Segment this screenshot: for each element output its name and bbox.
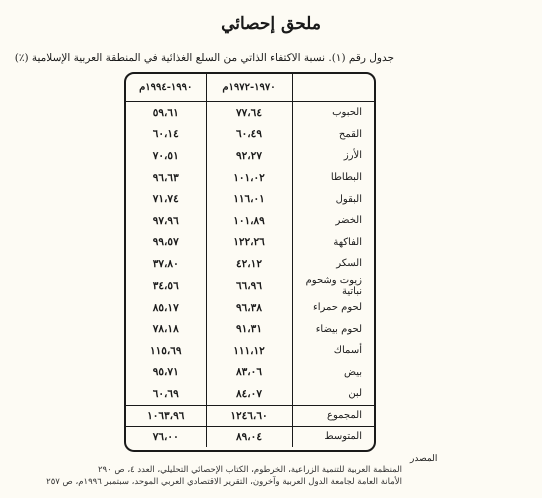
value-period-2: ٩٩،٥٧	[152, 236, 179, 249]
value-period-2: ٧٠،٥١	[152, 149, 179, 162]
row-label: بيض	[343, 366, 362, 378]
average-row	[126, 426, 374, 447]
value-period-1: ٨٩،٠٤	[206, 426, 292, 447]
value-period-1: ٦٠،٤٩	[206, 124, 292, 146]
table-row	[126, 124, 374, 146]
value-period-2: ٩٧،٩٦	[152, 214, 179, 227]
header-cell-item	[292, 74, 374, 102]
page-title: ملحق إحصائي	[221, 14, 321, 34]
header-cell-period-1: ١٩٧٠-١٩٧٢م	[206, 74, 292, 102]
row-label: لحوم حمراء	[313, 302, 362, 314]
value-period-1: ٨٤،٠٧	[206, 383, 292, 405]
self-sufficiency-table	[126, 74, 374, 447]
source-label: المصدر	[410, 454, 438, 464]
table-row	[126, 167, 374, 189]
total-row	[126, 405, 374, 426]
value-period-1: ١١٦،٠١	[206, 188, 292, 210]
table-row	[126, 102, 374, 124]
value-period-2: ١٠٦٣،٩٦	[126, 405, 206, 426]
table-row	[126, 297, 374, 319]
value-period-2: ٣٤،٥٦	[152, 279, 179, 292]
table-row	[126, 383, 374, 405]
source-line-2: الأمانة العامة لجامعة الدول العربية وآخرون، التقرير الاقتصادي العربي الموحد، سبتمبر ١٩٩٦م، ص ٢٥٧	[46, 477, 402, 487]
header-cell-period-2: ١٩٩٠-١٩٩٤م	[126, 74, 206, 102]
value-period-2: ٣٧،٨٠	[152, 257, 179, 270]
value-period-1: ٩٢،٢٧	[206, 145, 292, 167]
row-label: أسماك	[333, 345, 362, 357]
table-header-row	[126, 74, 374, 102]
value-period-2: ٩٥،٧١	[152, 366, 179, 379]
table-row	[126, 362, 374, 384]
table-row	[126, 188, 374, 210]
row-label: المتوسط	[292, 426, 374, 447]
data-table-frame	[124, 72, 376, 452]
value-period-1: ٩١،٣١	[206, 318, 292, 340]
value-period-2: ١١٥،٦٩	[149, 344, 182, 357]
row-label: المجموع	[292, 405, 374, 426]
value-period-1: ١٠١،٨٩	[206, 210, 292, 232]
value-period-2: ٧٦،٠٠	[126, 426, 206, 447]
row-label: لبن	[348, 388, 362, 400]
value-period-1: ٩٦،٣٨	[206, 297, 292, 319]
value-period-2: ٧٨،١٨	[152, 323, 179, 336]
value-period-1: ١١١،١٢	[206, 340, 292, 362]
table-row	[126, 275, 374, 297]
value-period-2: ٩٦،٦٣	[152, 171, 179, 184]
row-label: لحوم بيضاء	[315, 323, 362, 335]
table-row	[126, 318, 374, 340]
value-period-2: ٦٠،١٤	[152, 128, 179, 141]
value-period-1: ١٢٤٦،٦٠	[206, 405, 292, 426]
row-label: زيوت وشحوم نباتية	[305, 274, 362, 297]
row-label: البقول	[335, 193, 362, 205]
row-label: البطاطا	[330, 172, 362, 184]
value-period-2: ٦٠،٦٩	[152, 387, 179, 400]
value-period-1: ٤٢،١٢	[206, 253, 292, 275]
table-body	[126, 102, 374, 447]
table-row	[126, 210, 374, 232]
table-row	[126, 145, 374, 167]
row-label: الأرز	[343, 150, 362, 162]
table-row	[126, 232, 374, 254]
value-period-1: ٧٧،٦٤	[206, 102, 292, 124]
row-label: القمح	[338, 128, 362, 140]
value-period-2: ٧١،٧٤	[152, 193, 179, 206]
value-period-1: ١٠١،٠٢	[206, 167, 292, 189]
value-period-2: ٥٩،٦١	[152, 106, 179, 119]
value-period-1: ٨٣،٠٦	[206, 362, 292, 384]
row-label: الفاكهة	[333, 236, 362, 248]
table-row	[126, 253, 374, 275]
value-period-1: ١٢٢،٢٦	[206, 232, 292, 254]
row-label: الحبوب	[332, 107, 362, 119]
row-label: السكر	[336, 258, 362, 270]
value-period-1: ٦٦،٩٦	[206, 275, 292, 297]
row-label: الخضر	[335, 215, 362, 227]
table-caption: جدول رقم (١). نسبة الاكتفاء الذاتي من السلع الغذائية في المنطقة العربية الإسلامية (٪)	[14, 52, 394, 64]
value-period-2: ٨٥،١٧	[152, 301, 179, 314]
table-row	[126, 340, 374, 362]
source-line-1: المنظمة العربية للتنمية الزراعية، الخرطوم، الكتاب الإحصائي التحليلي، العدد ٤، ص ٢٩٠	[97, 465, 402, 475]
